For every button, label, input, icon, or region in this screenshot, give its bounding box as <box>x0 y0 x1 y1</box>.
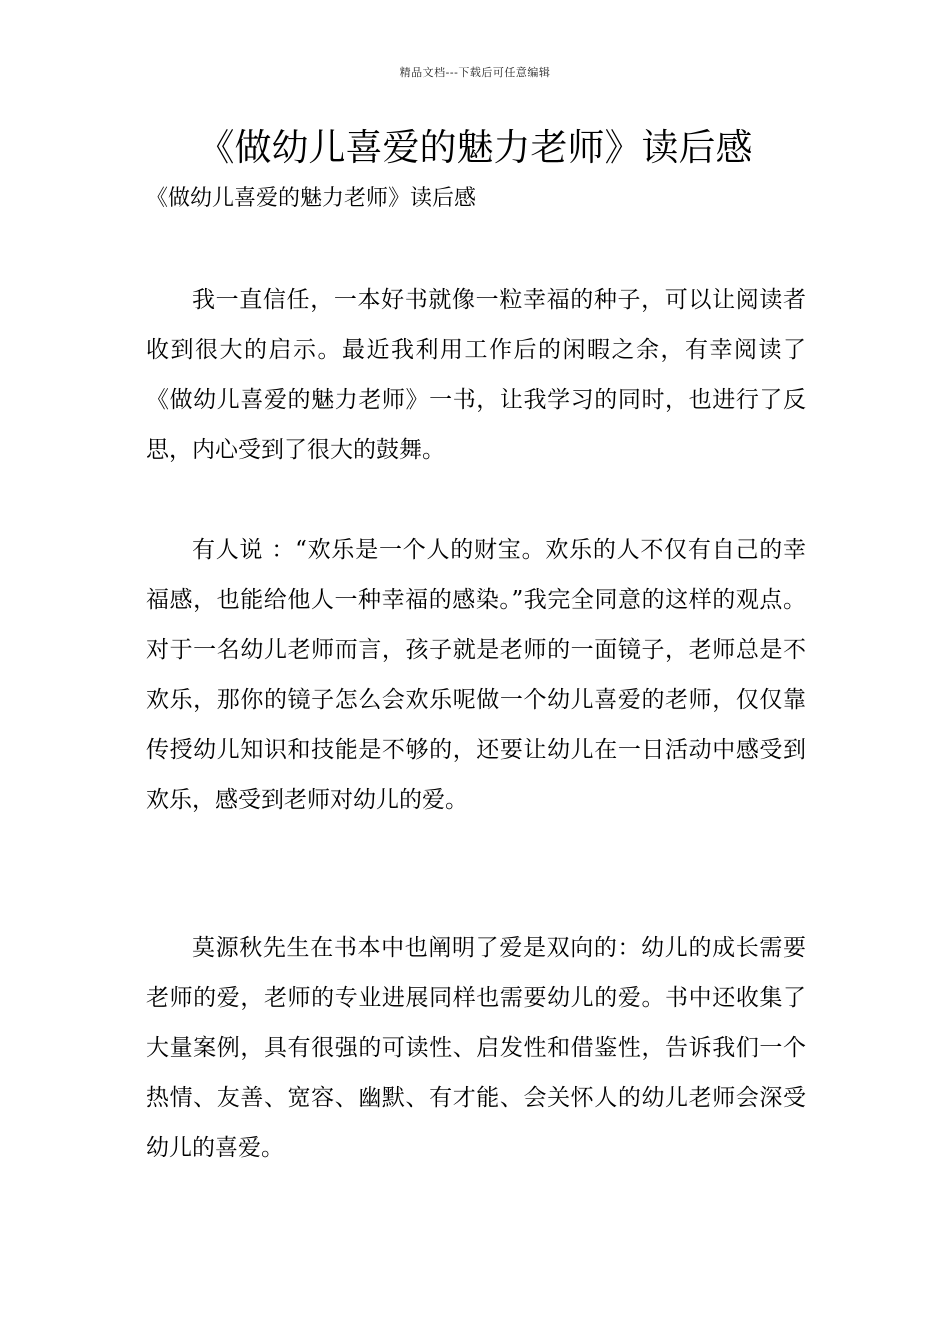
document-header-note: 精品文档---下载后可任意编辑 <box>399 66 551 79</box>
paragraph-3-container <box>146 923 806 1173</box>
paragraph-1-container <box>146 275 806 475</box>
paragraph-2-container <box>146 525 806 825</box>
document-subtitle: 《做幼儿喜爱的魅力老师》读后感 <box>146 186 477 211</box>
paragraph-1: 我一直信任，一本好书就像一粒幸福的种子，可以让阅读者收到很大的启示。最近我利用工作后的闲暇之余，有幸阅读了《做幼儿喜爱的魅力老师》一书，让我学习的同时，也进行了反思，内心受到了很大的鼓舞。 <box>146 287 806 463</box>
paragraph-3: 莫源秋先生在书本中也阐明了爱是双向的：幼儿的成长需要老师的爱，老师的专业进展同样也需要幼儿的爱。书中还收集了大量案例，具有很强的可读性、启发性和借鉴性，告诉我们一个热情、友善、宽容、幽默、有才能、会关怀人的幼儿老师会深受幼儿的喜爱。 <box>146 935 806 1161</box>
paragraph-2: 有人说 ：“欢乐是一个人的财宝。欢乐的人不仅有自己的幸福感，也能给他人一种幸福的感染。”我完全同意的这样的观点。对于一名幼儿老师而言，孩子就是老师的一面镜子，老师总是不欢乐，那你的镜子怎么会欢乐呢做一个幼儿喜爱的老师，仅仅靠传授幼儿知识和技能是不够的，还要让幼儿在一日活动中感受到欢乐，感受到老师对幼儿的爱。 <box>146 537 806 813</box>
document-title: 《做幼儿喜爱的魅力老师》读后感 <box>197 126 753 169</box>
